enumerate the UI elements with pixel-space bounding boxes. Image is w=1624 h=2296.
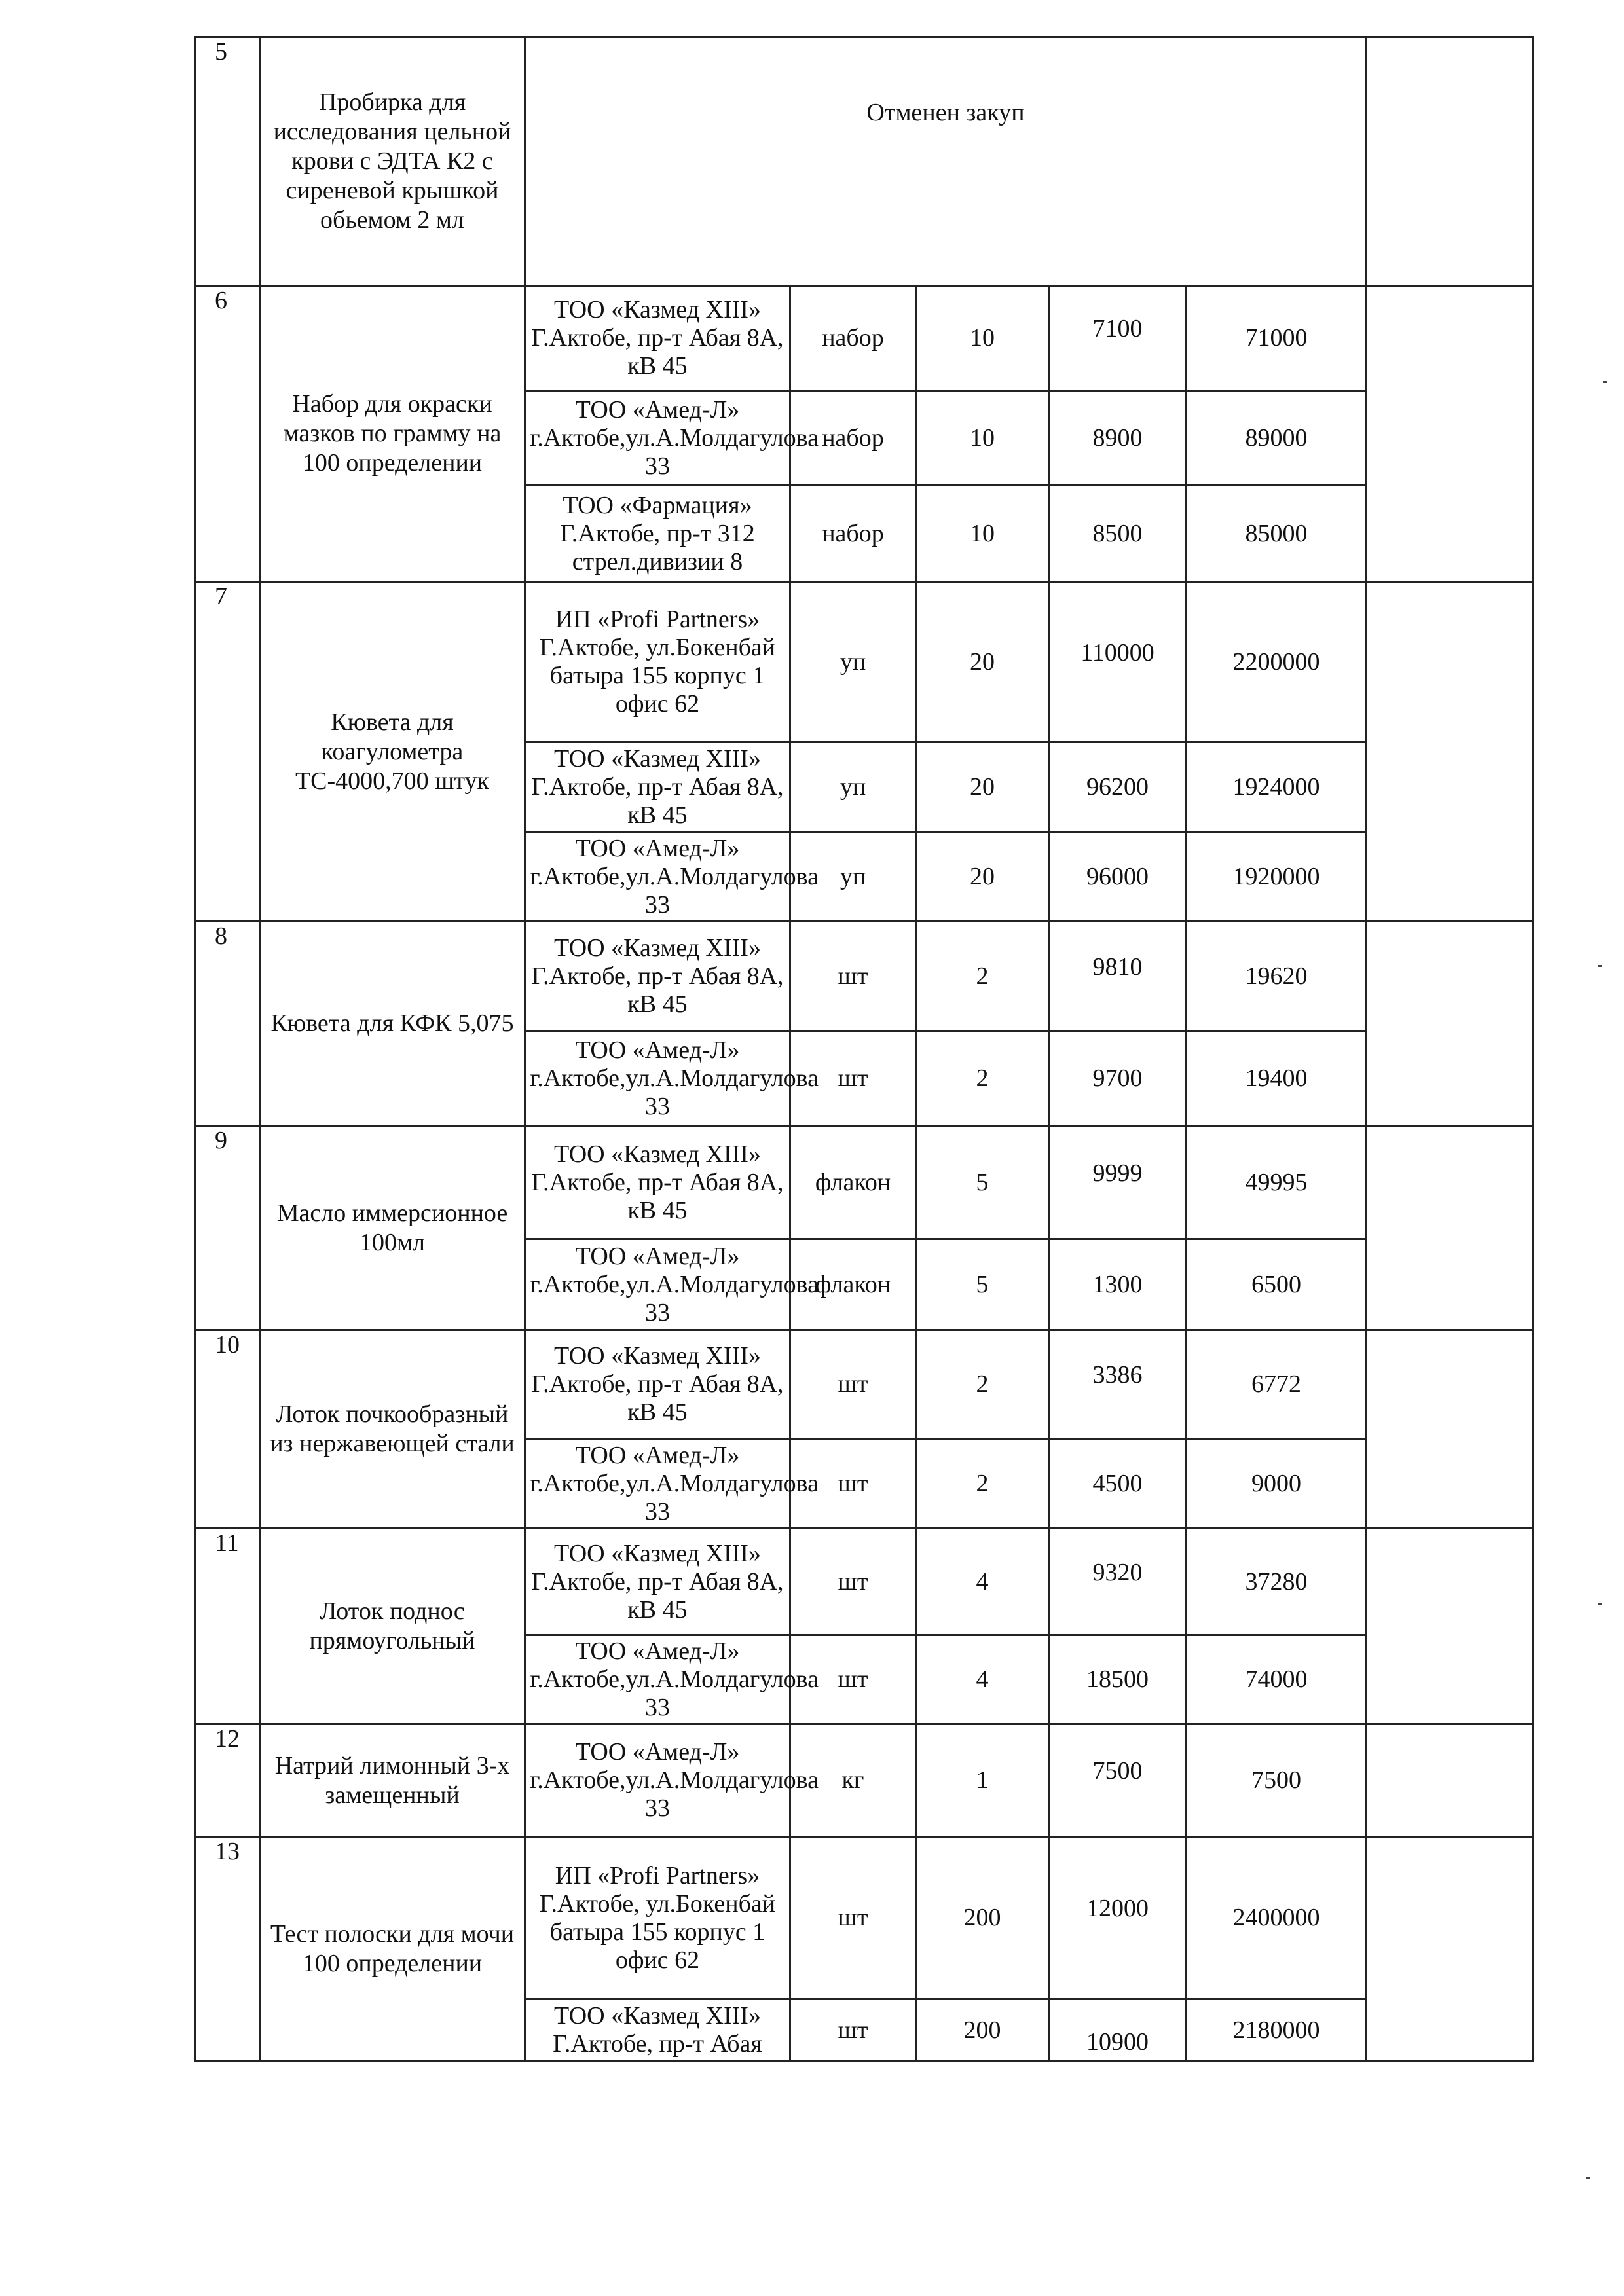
price-value: 12000 (1086, 1895, 1149, 1922)
supplier-cell: ТОО «Казмед XIII» Г.Актобе, пр-т Абая 8А, кВ 45 (525, 1126, 790, 1239)
table-row (196, 922, 1534, 1031)
supplier-cell: ТОО «Казмед XIII» Г.Актобе, пр-т Абая 8А, кВ 45 (525, 286, 790, 391)
row-number: 9 (196, 1126, 260, 1330)
quantity-cell: 4 (916, 1635, 1049, 1724)
supplier-cell: ТОО «Казмед XIII» Г.Актобе, пр-т Абая 8А, кВ 45 (525, 1330, 790, 1439)
table-row (196, 582, 1534, 742)
price-value: 9320 (1092, 1558, 1143, 1586)
price-cell (1049, 1529, 1187, 1635)
price-value: 7500 (1092, 1757, 1143, 1785)
row-number: 11 (196, 1529, 260, 1724)
price-cell (1049, 286, 1187, 391)
unit-cell: флакон (790, 1239, 916, 1330)
scan-mark (1603, 381, 1607, 383)
supplier-cell: ТОО «Амед-Л» г.Актобе,ул.А.Молдагулова 33 (525, 1724, 790, 1837)
supplier-cell: ТОО «Амед-Л» г.Актобе,ул.А.Молдагулова 33 (525, 1031, 790, 1126)
table-row (196, 1126, 1534, 1239)
empty-cell (1367, 1330, 1534, 1529)
total-cell: 2180000 (1187, 1999, 1367, 2062)
table-row (196, 1330, 1534, 1439)
price-value: 8500 (1092, 519, 1143, 547)
quantity-cell: 2 (916, 1330, 1049, 1439)
row-number: 13 (196, 1837, 260, 2062)
price-cell (1049, 391, 1187, 486)
empty-cell (1367, 1837, 1534, 2062)
price-cell (1049, 1837, 1187, 1999)
total-cell: 2200000 (1187, 582, 1367, 742)
total-cell: 6772 (1187, 1330, 1367, 1439)
price-value: 18500 (1086, 1666, 1149, 1693)
unit-cell: набор (790, 391, 916, 486)
price-value: 3386 (1092, 1361, 1143, 1389)
price-value: 9999 (1092, 1159, 1143, 1187)
item-name: Пробирка для исследования цельной крови с ЭДТА К2 с сиреневой крышкой обьемом 2 мл (260, 37, 525, 286)
item-name: Лоток поднос прямоугольный (260, 1529, 525, 1724)
quantity-cell: 5 (916, 1126, 1049, 1239)
empty-cell (1367, 1724, 1534, 1837)
unit-cell: шт (790, 1837, 916, 1999)
row-number: 10 (196, 1330, 260, 1529)
quantity-cell: 4 (916, 1529, 1049, 1635)
supplier-cell: ТОО «Амед-Л» г.Актобе,ул.А.Молдагулова 33 (525, 391, 790, 486)
price-cell (1049, 742, 1187, 833)
quantity-cell: 2 (916, 1031, 1049, 1126)
price-cell (1049, 486, 1187, 582)
supplier-cell: ТОО «Казмед XIII» Г.Актобе, пр-т Абая 8А, кВ 45 (525, 742, 790, 833)
row-number: 5 (196, 37, 260, 286)
unit-cell: набор (790, 286, 916, 391)
quantity-cell: 5 (916, 1239, 1049, 1330)
quantity-cell: 10 (916, 391, 1049, 486)
quantity-cell: 2 (916, 922, 1049, 1031)
quantity-cell: 200 (916, 1837, 1049, 1999)
total-cell: 2400000 (1187, 1837, 1367, 1999)
procurement-table (194, 36, 1534, 2062)
total-cell: 89000 (1187, 391, 1367, 486)
price-value: 9700 (1092, 1064, 1143, 1092)
table-row (196, 286, 1534, 391)
unit-cell: уп (790, 742, 916, 833)
price-value: 96000 (1086, 863, 1149, 890)
price-cell (1049, 1330, 1187, 1439)
price-value: 9810 (1092, 953, 1143, 981)
supplier-cell: ТОО «Амед-Л» г.Актобе,ул.А.Молдагулова 33 (525, 1239, 790, 1330)
price-value: 10900 (1086, 2028, 1149, 2056)
price-cell (1049, 1031, 1187, 1126)
total-cell: 74000 (1187, 1635, 1367, 1724)
price-value: 8900 (1092, 424, 1143, 452)
price-value: 96200 (1086, 773, 1149, 801)
unit-cell: уп (790, 582, 916, 742)
unit-cell: шт (790, 1635, 916, 1724)
item-name: Кювета для КФК 5,075 (260, 922, 525, 1126)
item-name: Кювета для коагулометра ТС-4000,700 штук (260, 582, 525, 922)
supplier-cell: ТОО «Амед-Л» г.Актобе,ул.А.Молдагулова 33 (525, 1635, 790, 1724)
cancelled-status: Отменен закуп (525, 37, 1367, 286)
supplier-cell: ТОО «Амед-Л» г.Актобе,ул.А.Молдагулова 33 (525, 1439, 790, 1529)
empty-cell (1367, 582, 1534, 922)
table-row (196, 37, 1534, 286)
total-cell: 7500 (1187, 1724, 1367, 1837)
table-row (196, 1529, 1534, 1635)
price-cell (1049, 1239, 1187, 1330)
scan-mark (1598, 1603, 1602, 1605)
supplier-cell: ТОО «Казмед XIII» Г.Актобе, пр-т Абая 8А, кВ 45 (525, 922, 790, 1031)
item-name: Набор для окраски мазков по грамму на 100 определении (260, 286, 525, 582)
price-value: 7100 (1092, 315, 1143, 342)
unit-cell: уп (790, 833, 916, 922)
price-cell (1049, 922, 1187, 1031)
unit-cell: шт (790, 922, 916, 1031)
item-name: Лоток почкообразный из нержавеющей стали (260, 1330, 525, 1529)
quantity-cell: 10 (916, 486, 1049, 582)
unit-cell: шт (790, 1999, 916, 2062)
unit-cell: флакон (790, 1126, 916, 1239)
unit-cell: шт (790, 1031, 916, 1126)
empty-cell (1367, 37, 1534, 286)
supplier-cell: ТОО «Казмед XIII» Г.Актобе, пр-т Абая 8А, кВ 45 (525, 1529, 790, 1635)
total-cell: 37280 (1187, 1529, 1367, 1635)
quantity-cell: 1 (916, 1724, 1049, 1837)
supplier-cell: ИП «Profi Partners» Г.Актобе, ул.Бокенбай батыра 155 корпус 1 офис 62 (525, 582, 790, 742)
item-name: Натрий лимонный 3-х замещенный (260, 1724, 525, 1837)
empty-cell (1367, 1529, 1534, 1724)
table-row (196, 1837, 1534, 1999)
item-name: Тест полоски для мочи 100 определении (260, 1837, 525, 2062)
scan-mark (1598, 965, 1602, 967)
empty-cell (1367, 922, 1534, 1126)
empty-cell (1367, 286, 1534, 582)
unit-cell: набор (790, 486, 916, 582)
supplier-cell: ТОО «Казмед XIII» Г.Актобе, пр-т Абая (525, 1999, 790, 2062)
total-cell: 9000 (1187, 1439, 1367, 1529)
supplier-cell: ТОО «Амед-Л» г.Актобе,ул.А.Молдагулова 33 (525, 833, 790, 922)
price-cell (1049, 1724, 1187, 1837)
price-value: 4500 (1092, 1469, 1143, 1497)
quantity-cell: 200 (916, 1999, 1049, 2062)
total-cell: 1924000 (1187, 742, 1367, 833)
price-cell (1049, 582, 1187, 742)
supplier-cell: ТОО «Фармация» Г.Актобе, пр-т 312 стрел.дивизии 8 (525, 486, 790, 582)
unit-cell: кг (790, 1724, 916, 1837)
quantity-cell: 2 (916, 1439, 1049, 1529)
unit-cell: шт (790, 1529, 916, 1635)
total-cell: 85000 (1187, 486, 1367, 582)
total-cell: 6500 (1187, 1239, 1367, 1330)
item-name: Масло иммерсионное 100мл (260, 1126, 525, 1330)
total-cell: 1920000 (1187, 833, 1367, 922)
price-value: 1300 (1092, 1270, 1143, 1298)
unit-cell: шт (790, 1439, 916, 1529)
price-cell (1049, 1999, 1187, 2062)
total-cell: 71000 (1187, 286, 1367, 391)
total-cell: 49995 (1187, 1126, 1367, 1239)
row-number: 12 (196, 1724, 260, 1837)
row-number: 6 (196, 286, 260, 582)
price-cell (1049, 1635, 1187, 1724)
quantity-cell: 10 (916, 286, 1049, 391)
empty-cell (1367, 1126, 1534, 1330)
row-number: 8 (196, 922, 260, 1126)
total-cell: 19400 (1187, 1031, 1367, 1126)
price-cell (1049, 833, 1187, 922)
row-number: 7 (196, 582, 260, 922)
supplier-cell: ИП «Profi Partners» Г.Актобе, ул.Бокенбай батыра 155 корпус 1 офис 62 (525, 1837, 790, 1999)
unit-cell: шт (790, 1330, 916, 1439)
quantity-cell: 20 (916, 582, 1049, 742)
total-cell: 19620 (1187, 922, 1367, 1031)
quantity-cell: 20 (916, 742, 1049, 833)
price-cell (1049, 1439, 1187, 1529)
price-value: 110000 (1080, 638, 1154, 666)
scan-mark (1586, 2177, 1590, 2179)
table-row (196, 1724, 1534, 1837)
price-cell (1049, 1126, 1187, 1239)
quantity-cell: 20 (916, 833, 1049, 922)
